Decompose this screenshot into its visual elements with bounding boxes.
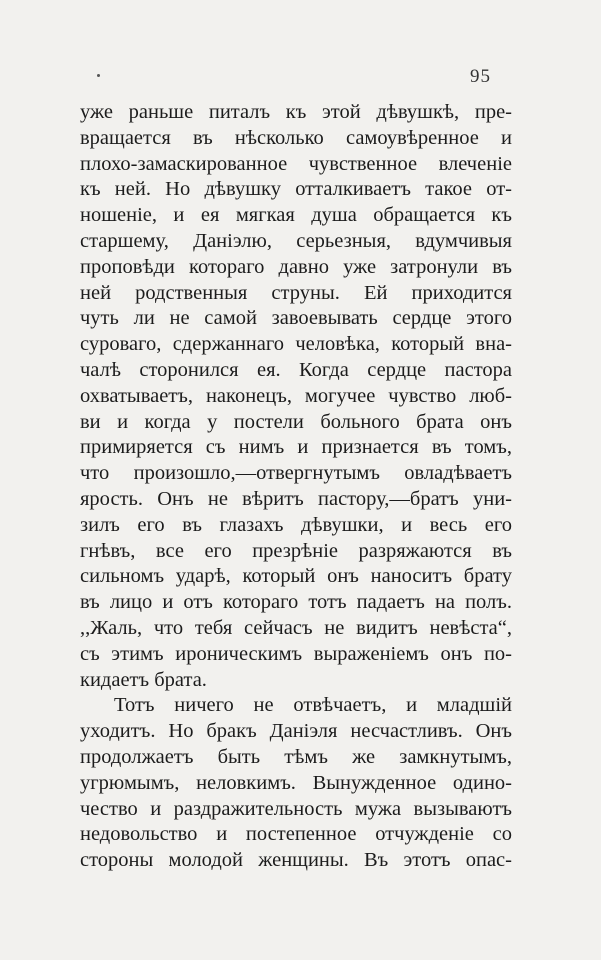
print-speck bbox=[97, 74, 100, 77]
text-line: примиряется съ нимъ и признается въ томъ, bbox=[80, 436, 512, 459]
text-line: чалѣ сторонился ея. Когда сердце пастора bbox=[80, 358, 512, 381]
text-line-paragraph-start: Тотъ ничего не отвѣчаетъ, и младшій bbox=[114, 694, 512, 717]
text-line: продолжаетъ быть тѣмъ же замкнутымъ, bbox=[80, 745, 512, 768]
text-line: ви и когда у постели больного брата онъ bbox=[80, 410, 512, 433]
text-line: плохо-замаскированное чувственное влеченіе bbox=[80, 152, 512, 175]
text-line: къ ней. Но дѣвушку отталкиваетъ такое от- bbox=[80, 178, 512, 201]
text-line: съ этимъ ироническимъ выраженіемъ онъ по- bbox=[80, 642, 512, 665]
text-line: въ лицо и отъ котораго тотъ падаетъ на полъ. bbox=[80, 591, 512, 614]
text-line: зилъ его въ глазахъ дѣвушки, и весь его bbox=[80, 513, 512, 536]
body-text bbox=[80, 100, 512, 874]
text-line: суроваго, сдержаннаго человѣка, который вна- bbox=[80, 333, 512, 356]
text-line-paragraph-end: кидаетъ брата. bbox=[80, 668, 207, 691]
page-number: 95 bbox=[470, 66, 491, 87]
text-line: чуть ли не самой завоевывать сердце этого bbox=[80, 307, 512, 330]
text-line: старшему, Даніэлю, серьезныя, вдумчивыя bbox=[80, 229, 512, 252]
text-line: ней родственныя струны. Ей приходится bbox=[80, 281, 512, 304]
text-line: ,,Жаль, что тебя сейчасъ не видитъ невѣста“, bbox=[80, 616, 512, 639]
text-line: гнѣвъ, все его презрѣніе разряжаются въ bbox=[80, 539, 512, 562]
text-line: что произошло,—отвергнутымъ овладѣваетъ bbox=[80, 462, 512, 485]
text-line: уходитъ. Но бракъ Даніэля несчастливъ. Онъ bbox=[80, 720, 512, 743]
text-line: угрюмымъ, неловкимъ. Вынужденное одино- bbox=[80, 771, 512, 794]
text-line: охватываетъ, наконецъ, могучее чувство люб- bbox=[80, 384, 512, 407]
text-line: ношеніе, и ея мягкая душа обращается къ bbox=[80, 204, 512, 227]
text-line: сильномъ ударѣ, который онъ наноситъ брату bbox=[80, 565, 512, 588]
text-line: чество и раздражительность мужа вызываютъ bbox=[80, 797, 512, 820]
text-line: недовольство и постепенное отчужденіе со bbox=[80, 823, 512, 846]
text-line: уже раньше питалъ къ этой дѣвушкѣ, пре- bbox=[80, 101, 512, 123]
text-line: проповѣди котораго давно уже затронули въ bbox=[80, 255, 512, 278]
text-line: стороны молодой женщины. Въ этотъ опас- bbox=[80, 849, 512, 872]
text-line: ярость. Онъ не вѣритъ пастору,—братъ уни- bbox=[80, 487, 512, 510]
text-line: вращается въ нѣсколько самоувѣренное и bbox=[80, 126, 512, 149]
